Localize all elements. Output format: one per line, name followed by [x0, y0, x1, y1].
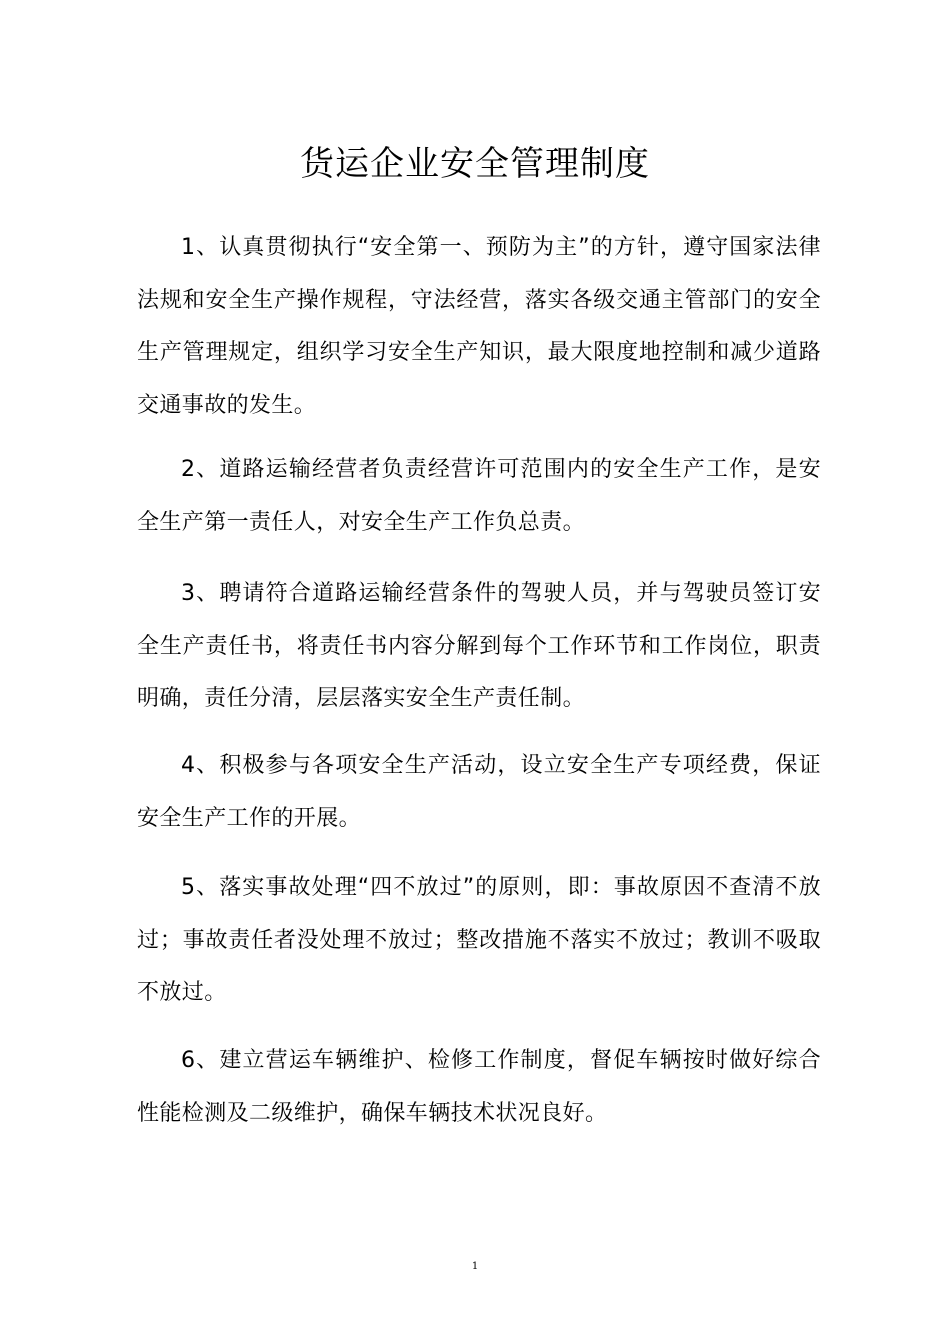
paragraph-6: 6、建立营运车辆维护、检修工作制度，督促车辆按时做好综合性能检测及二级维护，确保车辆技术状况良好。: [137, 1048, 821, 1126]
page-number: 1: [471, 1261, 479, 1272]
paragraph-4: 4、积极参与各项安全生产活动，设立安全生产专项经费，保证安全生产工作的开展。: [137, 753, 821, 831]
paragraph-2: 2、道路运输经营者负责经营许可范围内的安全生产工作，是安全生产第一责任人，对安全生产工作负总责。: [137, 457, 821, 535]
document-title: 货运企业安全管理制度: [300, 144, 650, 184]
paragraph-1: 1、认真贯彻执行“安全第一、预防为主”的方针，遵守国家法律法规和安全生产操作规程，守法经营，落实各级交通主管部门的安全生产管理规定，组织学习安全生产知识，最大限度地控制和减少道路交通事故的发生。: [137, 235, 821, 418]
paragraph-3: 3、聘请符合道路运输经营条件的驾驶人员，并与驾驶员签订安全生产责任书，将责任书内容分解到每个工作环节和工作岗位，职责明确，责任分清，层层落实安全生产责任制。: [137, 581, 821, 711]
paragraph-5: 5、落实事故处理“四不放过”的原则，即：事故原因不查清不放过；事故责任者没处理不放过；整改措施不落实不放过；教训不吸取不放过。: [137, 875, 821, 1005]
